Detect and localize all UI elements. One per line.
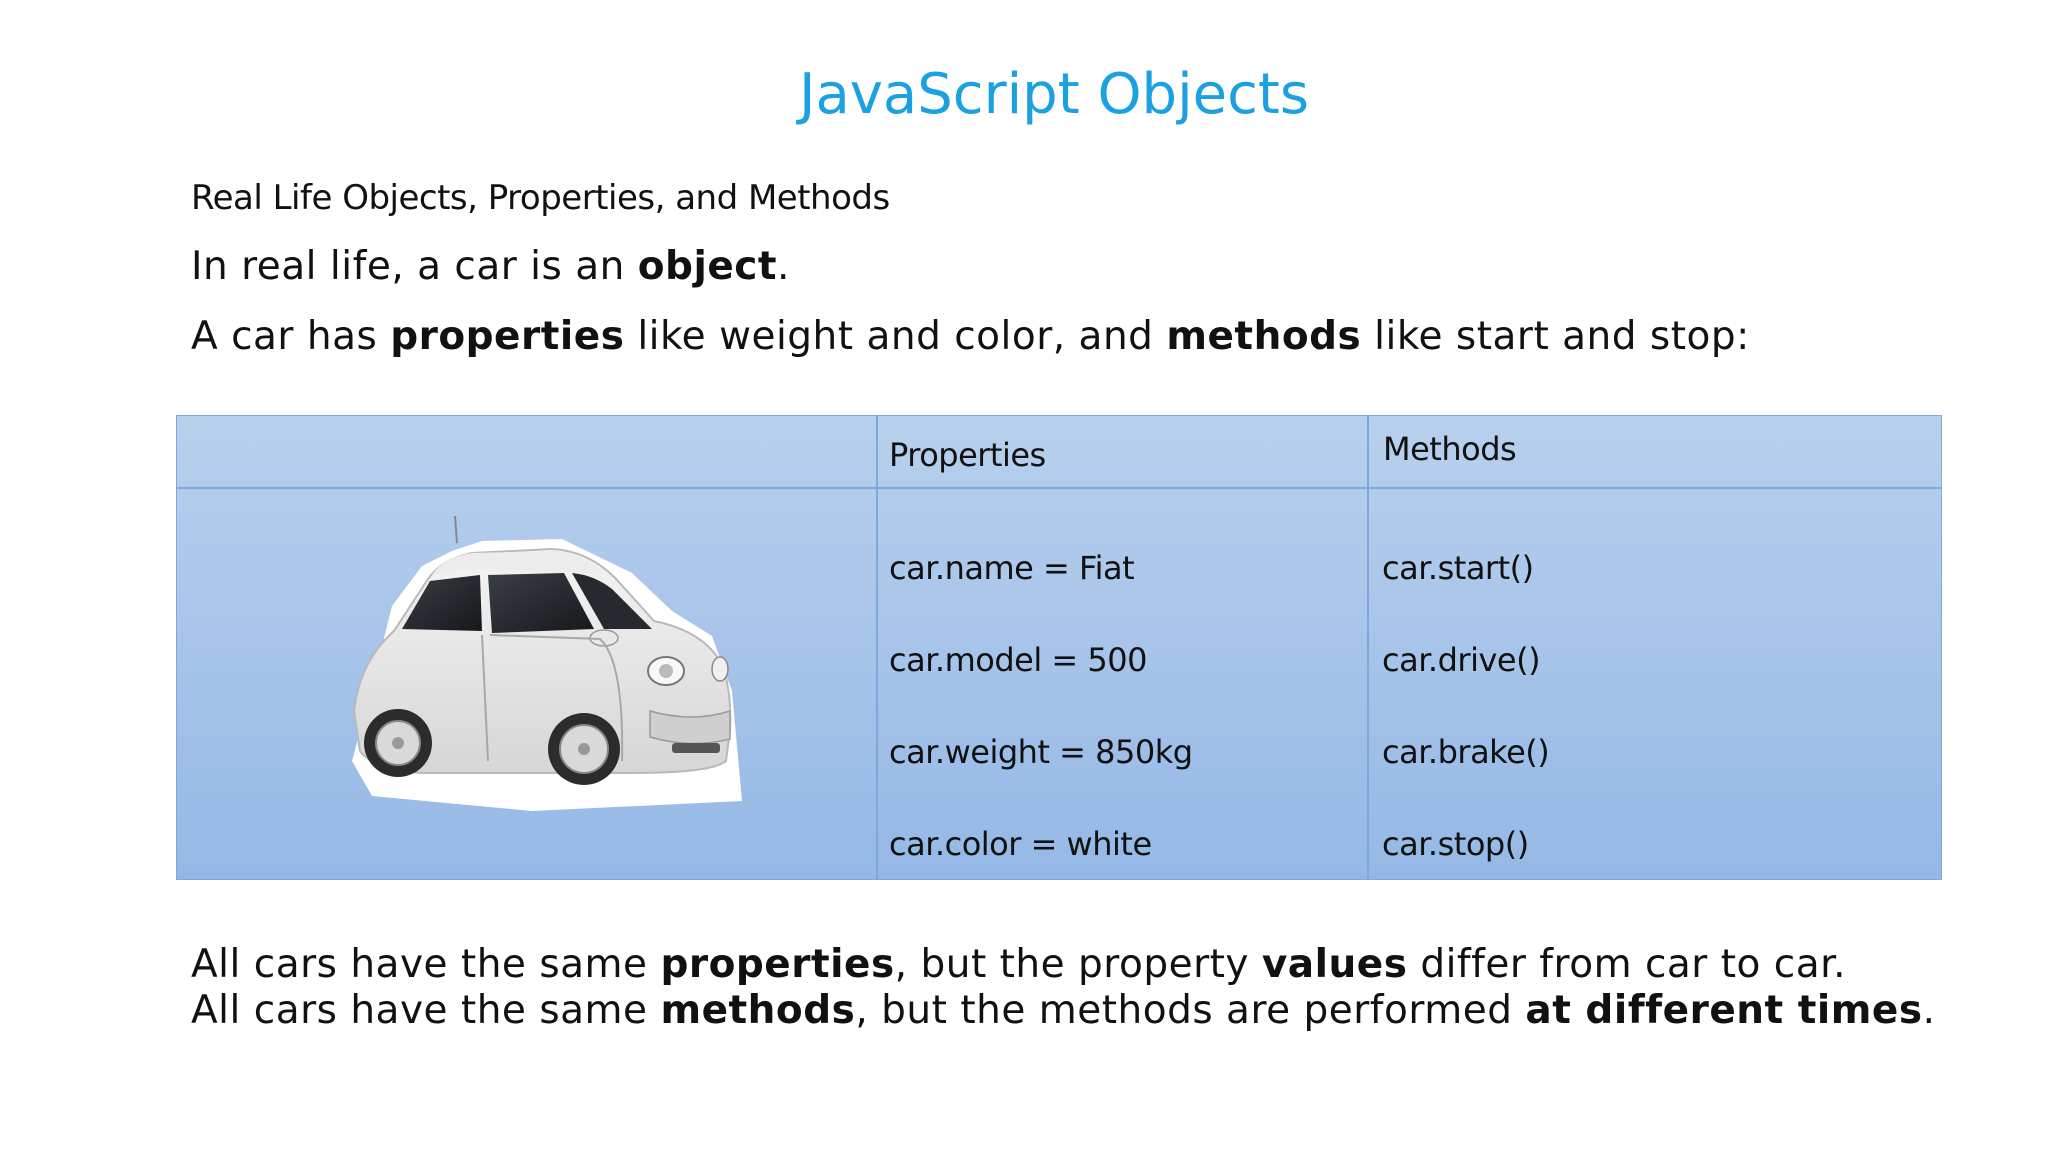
summary-line-1-bold-values: values (1261, 942, 1408, 987)
table-header-divider (177, 487, 1941, 489)
intro-line-2-bold-properties: properties (390, 314, 625, 359)
intro-line-1-pre: In real life, a car is an (191, 244, 638, 289)
summary-line-2-mid: , but the methods are performed (855, 988, 1526, 1033)
intro-line-2-pre: A car has (191, 314, 391, 359)
property-row-4: car.color = white (889, 825, 1152, 863)
property-row-2: car.model = 500 (889, 641, 1147, 679)
summary-line-2-pre: All cars have the same (191, 988, 661, 1033)
car-rear-hub (392, 737, 404, 749)
intro-line-2 (191, 314, 1750, 359)
car-object-table (176, 415, 1942, 880)
summary-line-1-post: differ from car to car. (1407, 942, 1846, 987)
table-column-divider-1 (876, 416, 878, 879)
method-row-3: car.brake() (1382, 733, 1550, 771)
summary-line-2-bold-methods: methods (660, 988, 856, 1033)
car-front-hub (578, 743, 590, 755)
intro-line-1-post: . (777, 244, 790, 289)
car-headlight-inner (659, 664, 673, 678)
car-grille (672, 743, 720, 753)
summary-line-1-mid: , but the property (894, 942, 1262, 987)
table-column-divider-2 (1367, 416, 1369, 879)
property-row-1: car.name = Fiat (889, 549, 1135, 587)
methods-header: Methods (1383, 430, 1517, 468)
method-row-1: car.start() (1382, 549, 1534, 587)
car-headlight-right (712, 657, 728, 681)
summary-line-2 (191, 988, 1935, 1033)
summary-line-1 (191, 942, 1846, 987)
intro-line-2-post: like start and stop: (1361, 314, 1750, 359)
property-row-3: car.weight = 850kg (889, 733, 1193, 771)
car-image (332, 511, 742, 811)
intro-line-2-bold-methods: methods (1166, 314, 1362, 359)
car-antenna (455, 516, 457, 543)
method-row-2: car.drive() (1382, 641, 1541, 679)
slide-title: JavaScript Objects (798, 62, 1310, 127)
slide-subtitle: Real Life Objects, Properties, and Methods (191, 178, 890, 218)
properties-header: Properties (889, 436, 1046, 474)
intro-line-1-bold: object (637, 244, 778, 289)
summary-line-2-bold-times: at different times (1525, 988, 1923, 1033)
intro-line-1 (191, 244, 790, 289)
method-row-4: car.stop() (1382, 825, 1529, 863)
summary-line-1-bold-properties: properties (660, 942, 895, 987)
intro-line-2-mid: like weight and color, and (624, 314, 1167, 359)
summary-line-2-post: . (1922, 988, 1936, 1033)
summary-line-1-pre: All cars have the same (191, 942, 661, 987)
